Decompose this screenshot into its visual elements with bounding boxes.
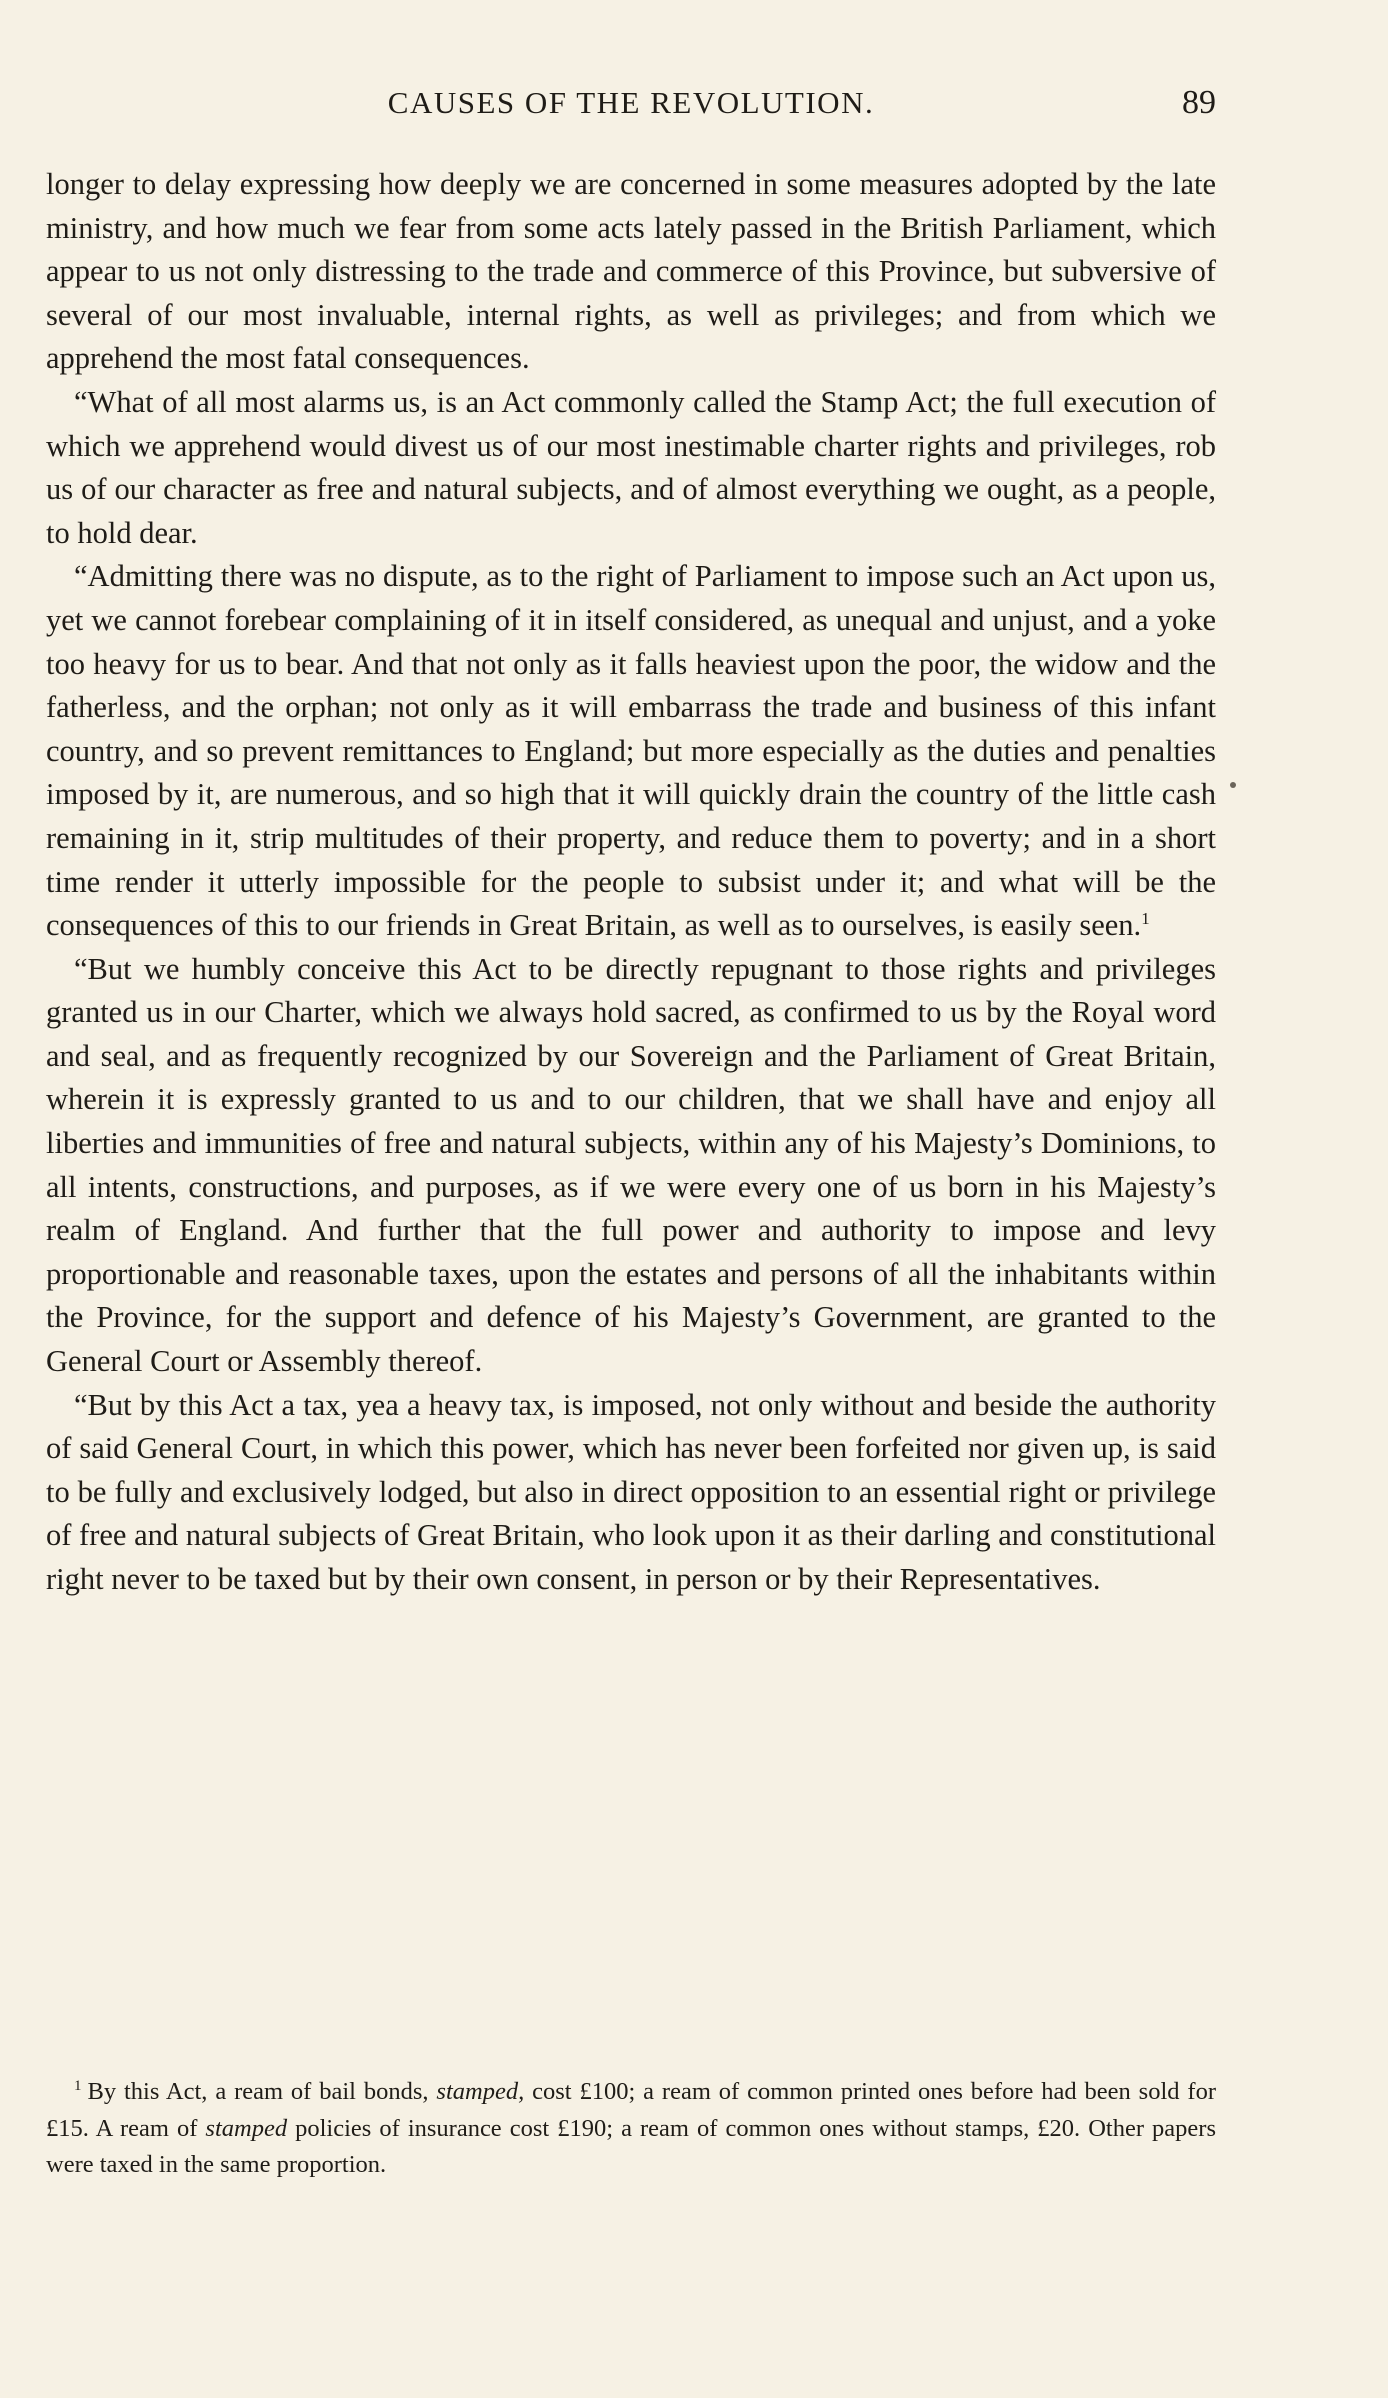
paragraph-admitting bbox=[46, 555, 1216, 947]
paragraph-charter: “But we humbly conceive this Act to be directly repugnant to those rights and privileges granted us in our Charter, which we always hold sacred, as confirmed to us by the Royal word and seal, and as frequently recognized by our Sovereign and the Parliament of Great Britain, wherein it is expressly granted to us and to our children, that we shall have and enjoy all liberties and immunities of free and natural subjects, within any of his Majesty’s Dominions, to all intents, constructions, and purposes, as if we were every one of us born in his Majesty’s realm of England. And further that the full power and authority to impose and levy proportionable and reasonable taxes, upon the estates and persons of all the inhabitants within the Province, for the support and defence of his Majesty’s Government, are granted to the General Court or Assembly thereof. bbox=[46, 951, 1216, 1379]
footnote-text-part-1: By this Act, a ream of bail bonds, bbox=[87, 2078, 437, 2105]
body-text bbox=[46, 163, 1216, 1602]
footnote-reference[interactable]: 1 bbox=[1141, 908, 1150, 928]
footnote bbox=[46, 2074, 1216, 2184]
paragraph-tax: “But by this Act a tax, yea a heavy tax, is imposed, not only without and beside the authority of said General Court, in which this power, which has never been forfeited nor given up, is said to be fully and exclusively lodged, but also in direct opposition to an essential right or privilege of free and natural subjects of Great Britain, who look upon it as their darling and constitutional right never to be taxed but by their own consent, in person or by their Representatives. bbox=[46, 1387, 1216, 1596]
paragraph-continuation: longer to delay expressing how deeply we are concerned in some measures adopted by the late ministry, and how much we fear from some acts lately passed in the British Parliament, which appear to us not only distressing to the trade and commerce of this Province, but subversive of several of our most invaluable, internal rights, as well as privileges; and from which we apprehend the most fatal consequences. bbox=[46, 167, 1216, 376]
paragraph-stamp-act: “What of all most alarms us, is an Act commonly called the Stamp Act; the full execution of which we apprehend would divest us of our most inestimable charter rights and privileges, rob us of our character as free and natural subjects, and of almost everything we ought, as a people, to hold dear. bbox=[46, 384, 1216, 550]
page-number: 89 bbox=[1182, 84, 1216, 121]
footnote-emphasis-2: stamped bbox=[205, 2114, 288, 2142]
footnote-marker: 1 bbox=[74, 2077, 82, 2094]
footnote-emphasis-1: stamped, bbox=[436, 2078, 525, 2105]
running-head bbox=[46, 78, 1216, 128]
ink-speck bbox=[1230, 782, 1236, 788]
paragraph-admitting-text: “Admitting there was no dispute, as to the right of Parliament to impose such an Act upon us, yet we cannot forebear complaining of it in itself considered, as unequal and unjust, and a yoke too heavy for us to bear. And that not only as it falls heaviest upon the poor, the widow and the fatherless, and the orphan; not only as it will embarrass the trade and business of this infant country, and so prevent remittances to England; but more especially as the duties and penalties imposed by it, are numerous, and so high that it will quickly drain the country of the little cash remaining in it, strip multitudes of their property, and reduce them to poverty; and in a short time render it utterly impossible for the people to subsist under it; and what will be the consequences of this to our friends in Great Britain, as well as to ourselves, is easily seen. bbox=[46, 559, 1216, 943]
running-title: CAUSES OF THE REVOLUTION. bbox=[387, 85, 875, 120]
footnote-text-part-2: cost £100; a ream of common printed ones before had been sold for £15. A ream of bbox=[46, 2078, 1216, 2142]
footnote-text bbox=[46, 2074, 1216, 2184]
footnote-text-part-3: policies of insurance cost £190; a ream of common ones without stamps, £20. Other papers were taxed in the same proportion. bbox=[46, 2114, 1216, 2178]
